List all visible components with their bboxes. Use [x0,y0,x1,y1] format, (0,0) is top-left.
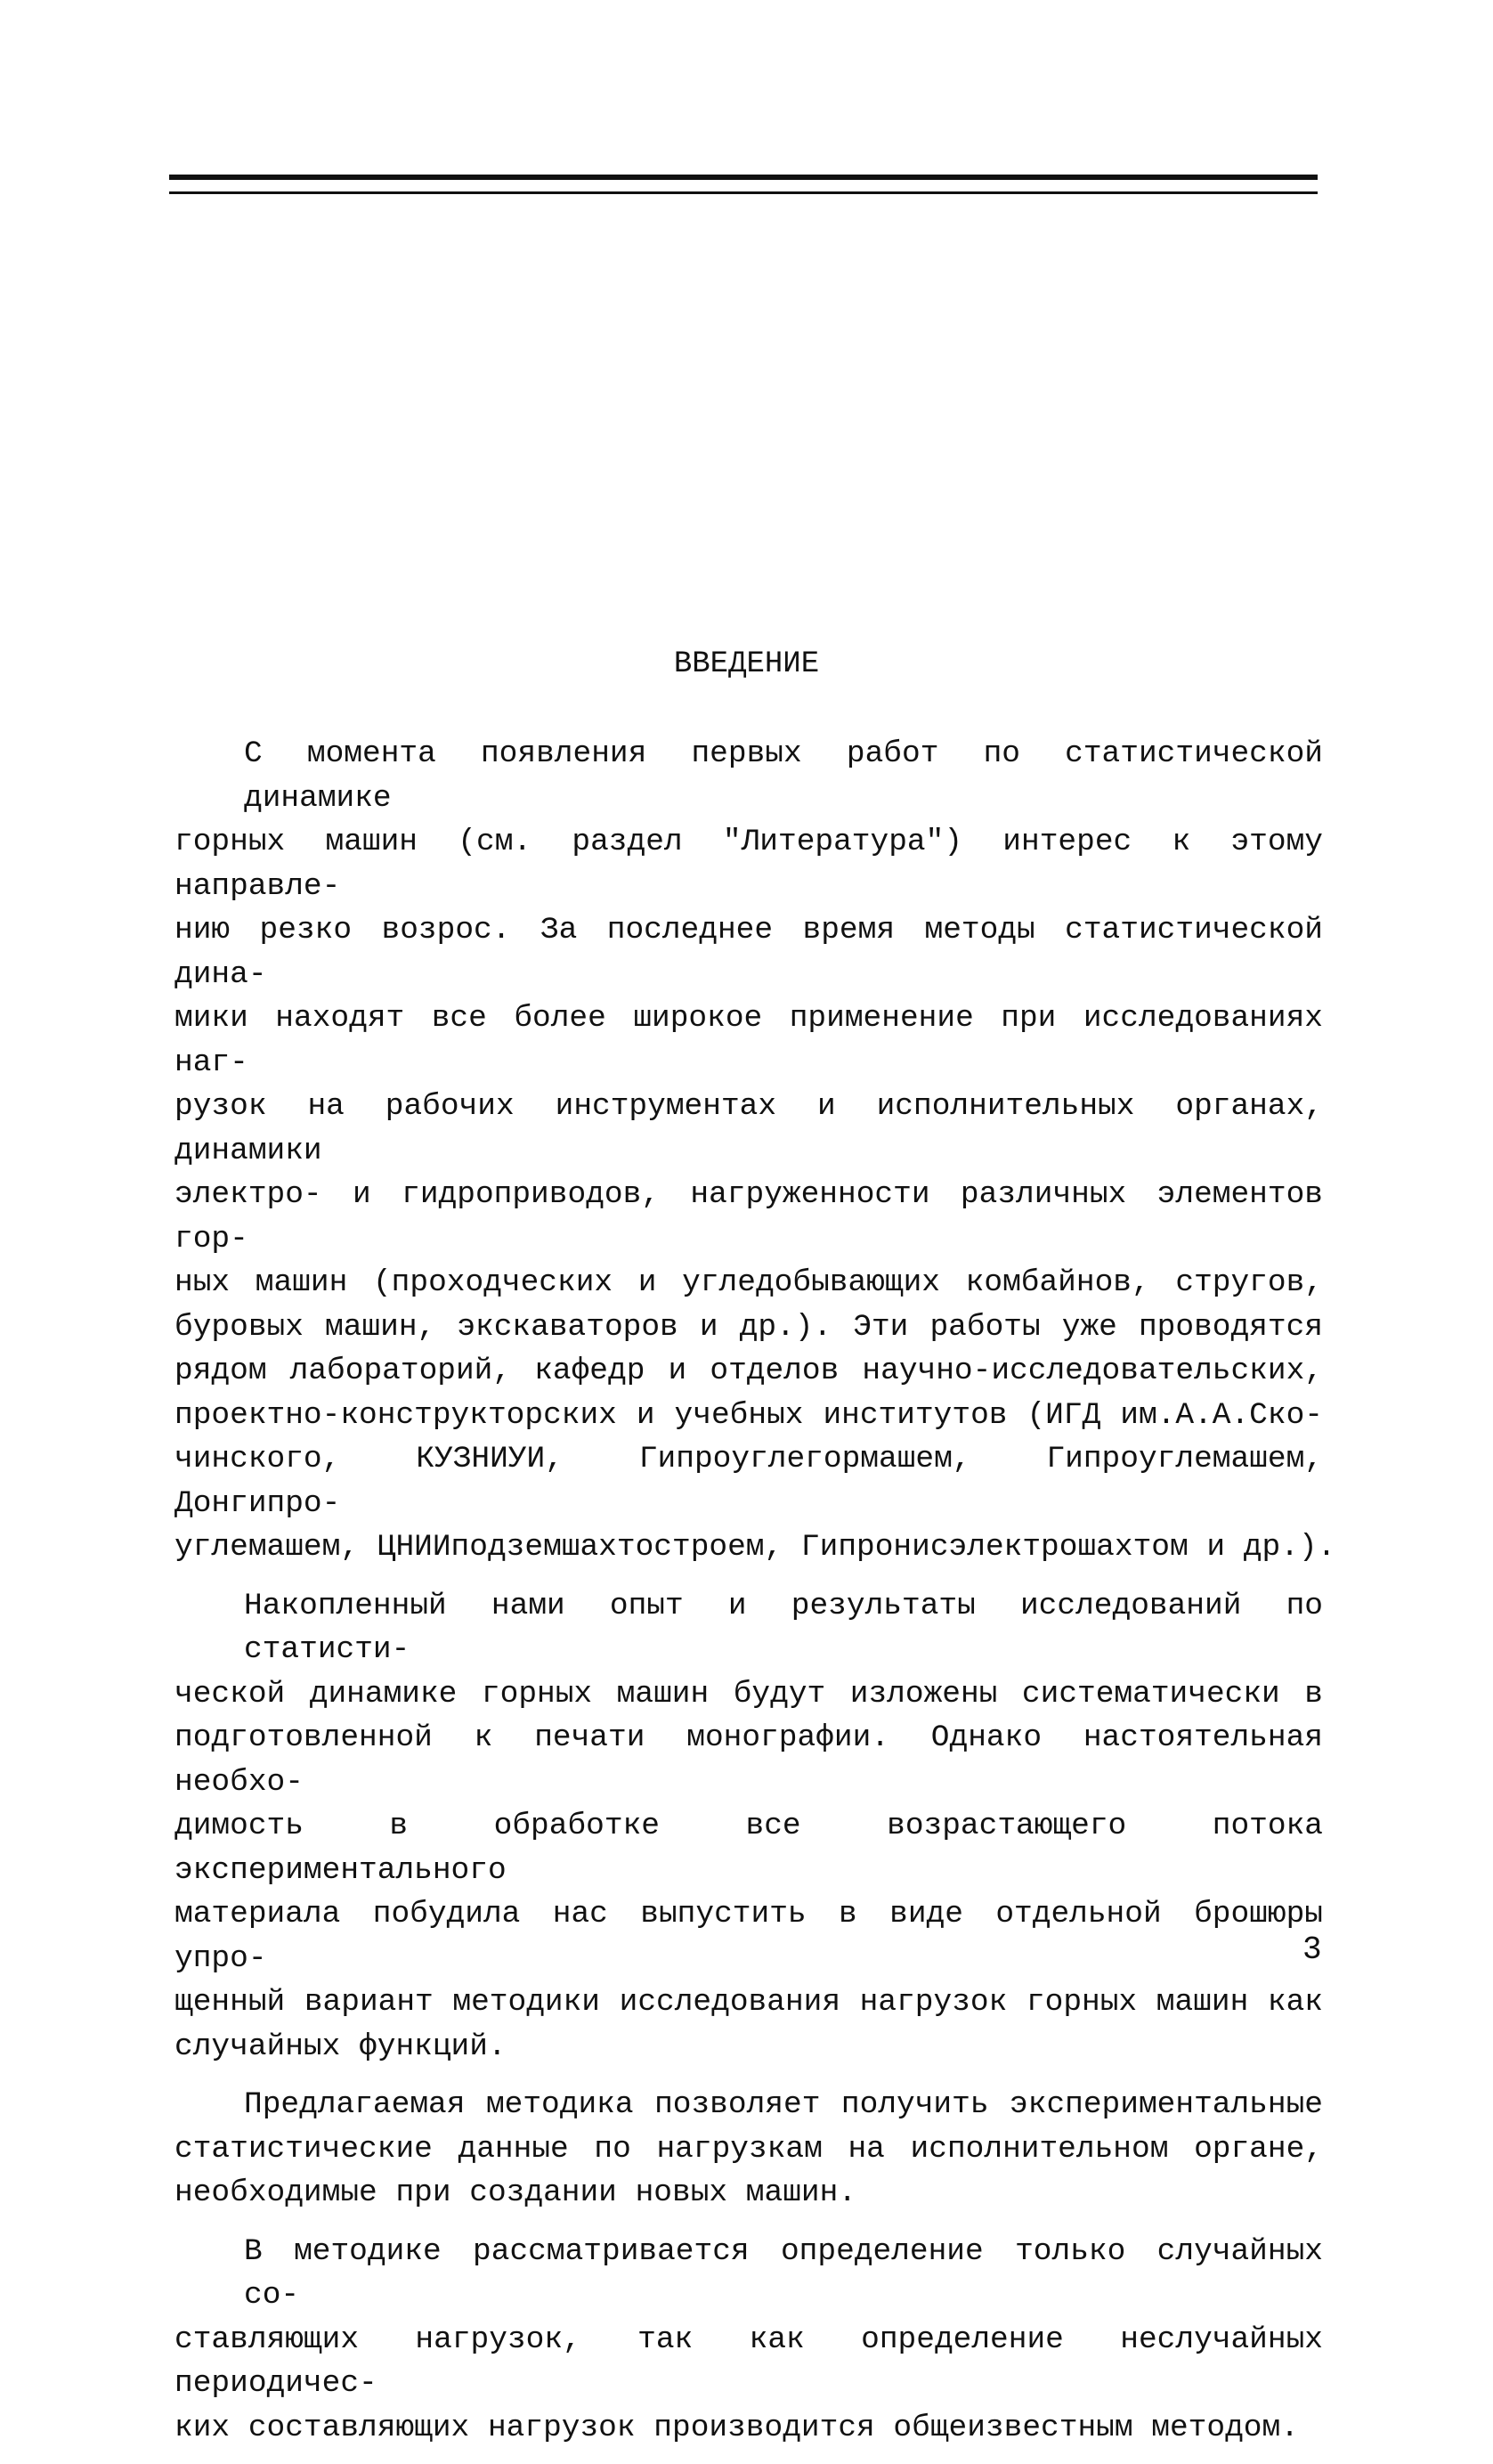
text-line: ных машин (проходческих и угледобывающих комбайнов, стругов, [174,1265,1323,1300]
text-line: подготовленной к печати монографии. Однако настоятельная необхо- [174,1720,1323,1800]
text-line: чинского, КУЗНИУИ, Гипроуглегормашем, Гипроуглемашем, Донгипро- [174,1442,1323,1521]
text-line: щенный вариант методики исследования нагрузок горных машин как [174,1985,1323,2020]
text-line: мики находят все более широкое применение при исследованиях наг- [174,1001,1323,1080]
text-line: горных машин (см. раздел "Литература") интерес к этому направле- [174,825,1323,904]
section-heading: ВВЕДЕНИЕ [673,647,820,681]
text-line: Накопленный нами опыт и результаты исследований по статисти- [244,1588,1323,1667]
text-line: углемашем, ЦНИИподземшахтостроем, Гипронисэлектрошахтом и др.). [174,1530,1336,1565]
paragraph-3 [174,2083,1323,2216]
paragraph-4 [174,2230,1323,2451]
text-line: случайных функций. [174,2029,507,2064]
paragraph-1 [174,732,1336,1570]
text-line: проектно-конструкторских и учебных институтов (ИГД им.А.А.Ско- [174,1397,1323,1433]
text-line: материала побудила нас выпустить в виде отдельной брошюры упро- [174,1897,1323,1976]
text-line: ческой динамике горных машин будут изложены систематически в [174,1676,1323,1712]
text-line: Предлагаемая методика позволяет получить экспериментальные [244,2087,1323,2122]
text-line: С момента появления первых работ по статистической динамике [244,736,1323,816]
page-number: 3 [1302,1931,1322,1968]
top-rule-thin [169,191,1318,194]
text-line: буровых машин, экскаваторов и др.). Эти работы уже проводятся [174,1309,1323,1345]
text-line: В методике рассматривается определение только случайных со- [244,2233,1323,2313]
text-line: рядом лабораторий, кафедр и отделов научно-исследовательских, [174,1354,1323,1388]
text-line: рузок на рабочих инструментах и исполнительных органах, динамики [174,1089,1323,1168]
text-line: нию резко возрос. За последнее время методы статистической дина- [174,913,1323,992]
text-line: ставляющих нагрузок, так как определение неслучайных периодичес- [174,2322,1323,2401]
text-line: статистические данные по нагрузкам на исполнительном органе, [174,2131,1323,2167]
top-rule-thick [169,175,1318,180]
text-line: ких составляющих нагрузок производится общеизвестным методом. [174,2410,1299,2445]
body-text [174,732,1336,2464]
paragraph-2 [174,1584,1323,2070]
text-line: димость в обработке все возрастающего потока экспериментального [174,1809,1323,1888]
text-line: электро- и гидроприводов, нагруженности различных элементов гор- [174,1177,1323,1256]
text-line: необходимые при создании новых машин. [174,2175,857,2210]
